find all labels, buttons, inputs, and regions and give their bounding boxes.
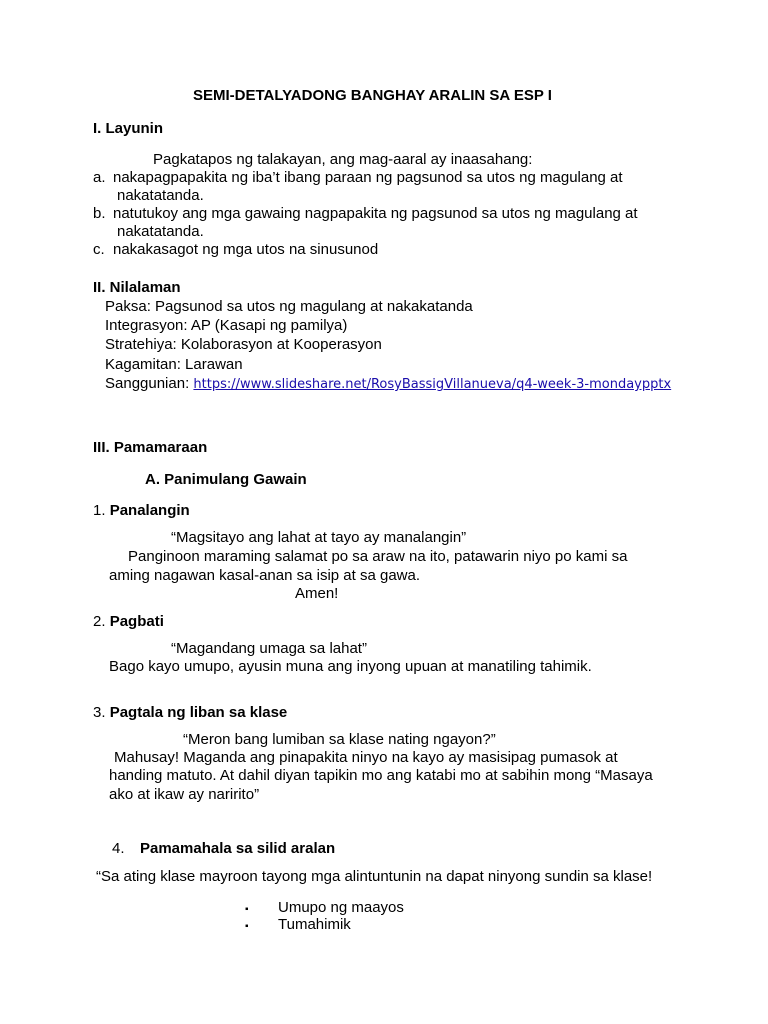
panalangin-line-1: Panginoon maraming salamat po sa araw na ito, patawarin niyo po kami sa bbox=[128, 548, 628, 565]
pagbati-quote: “Magandang umaga sa lahat” bbox=[171, 640, 367, 657]
pagtala-line-2: handing matuto. At dahil diyan tapikin mo ang katabi mo at sabihin mong “Masaya bbox=[109, 767, 653, 784]
pagbati-line-1: Bago kayo umupo, ayusin muna ang inyong upuan at manatiling tahimik. bbox=[109, 658, 592, 675]
list-marker: c. bbox=[93, 241, 105, 258]
bullet-icon: ▪ bbox=[245, 904, 249, 915]
layunin-item-b-cont: nakatatanda. bbox=[117, 223, 204, 240]
layunin-item-a bbox=[93, 169, 623, 187]
sanggunian-label: Sanggunian: bbox=[105, 375, 194, 392]
bullet-icon: ▪ bbox=[245, 921, 249, 932]
pagtala-quote: “Meron bang lumiban sa klase nating ngayon?” bbox=[183, 731, 496, 748]
panimulang-gawain-heading: A. Panimulang Gawain bbox=[145, 471, 307, 488]
pagtala-line-3: ako at ikaw ay naririto” bbox=[109, 786, 260, 803]
list-marker: b. bbox=[93, 205, 106, 222]
step-label: Panalangin bbox=[109, 502, 190, 519]
section-layunin-heading: I. Layunin bbox=[93, 120, 164, 137]
step-number: 3. bbox=[93, 704, 110, 721]
pagtala-line-1: Mahusay! Maganda ang pinapakita ninyo na kayo ay masisipag pumasok at bbox=[114, 749, 618, 766]
step-number: 1. bbox=[93, 502, 110, 519]
list-item-text: nakapagpapakita ng iba’t ibang paraan ng pagsunod sa utos ng magulang at bbox=[113, 169, 623, 186]
pamamahala-quote: “Sa ating klase mayroon tayong mga alintuntunin na dapat ninyong sundin sa klase! bbox=[96, 868, 653, 885]
list-item bbox=[245, 916, 351, 936]
section-nilalaman-heading: II. Nilalaman bbox=[93, 279, 181, 296]
document-title: SEMI-DETALYADONG BANGHAY ARALIN SA ESP I bbox=[193, 87, 552, 104]
step-pagbati-heading bbox=[93, 613, 164, 631]
step-number: 2. bbox=[93, 613, 110, 630]
nilalaman-stratehiya: Stratehiya: Kolaborasyon at Kooperasyon bbox=[105, 336, 382, 353]
step-pamamahala-heading bbox=[112, 840, 335, 858]
list-item-text: natutukoy ang mga gawaing nagpapakita ng pagsunod sa utos ng magulang at bbox=[113, 205, 638, 222]
nilalaman-kagamitan: Kagamitan: Larawan bbox=[105, 356, 243, 373]
list-item-text: nakakasagot ng mga utos na sinusunod bbox=[113, 241, 379, 258]
panalangin-quote: “Magsitayo ang lahat at tayo ay manalangin” bbox=[171, 529, 467, 546]
layunin-item-c bbox=[93, 241, 378, 259]
nilalaman-sanggunian bbox=[105, 375, 671, 394]
step-label: Pamamahala sa silid aralan bbox=[140, 840, 336, 857]
step-label: Pagbati bbox=[109, 613, 164, 630]
nilalaman-paksa: Paksa: Pagsunod sa utos ng magulang at nakakatanda bbox=[105, 298, 473, 315]
layunin-item-a-cont: nakatatanda. bbox=[117, 187, 204, 204]
bullet-text: Tumahimik bbox=[278, 916, 351, 933]
step-pagtala-heading bbox=[93, 704, 287, 722]
sanggunian-link[interactable]: https://www.slideshare.net/RosyBassigVillanueva/q4-week-3-mondaypptx bbox=[193, 377, 672, 392]
step-number: 4. bbox=[112, 840, 125, 857]
layunin-item-b bbox=[93, 205, 638, 223]
layunin-intro: Pagkatapos ng talakayan, ang mag-aaral ay inaasahang: bbox=[153, 151, 533, 168]
panalangin-amen: Amen! bbox=[295, 585, 339, 602]
section-pamamaraan-heading: III. Pamamaraan bbox=[93, 439, 208, 456]
list-marker: a. bbox=[93, 169, 106, 186]
step-panalangin-heading bbox=[93, 502, 190, 520]
bullet-text: Umupo ng maayos bbox=[278, 899, 404, 916]
nilalaman-integrasyon: Integrasyon: AP (Kasapi ng pamilya) bbox=[105, 317, 348, 334]
panalangin-line-2: aming nagawan kasal-anan sa isip at sa gawa. bbox=[109, 567, 421, 584]
step-label: Pagtala ng liban sa klase bbox=[109, 704, 288, 721]
